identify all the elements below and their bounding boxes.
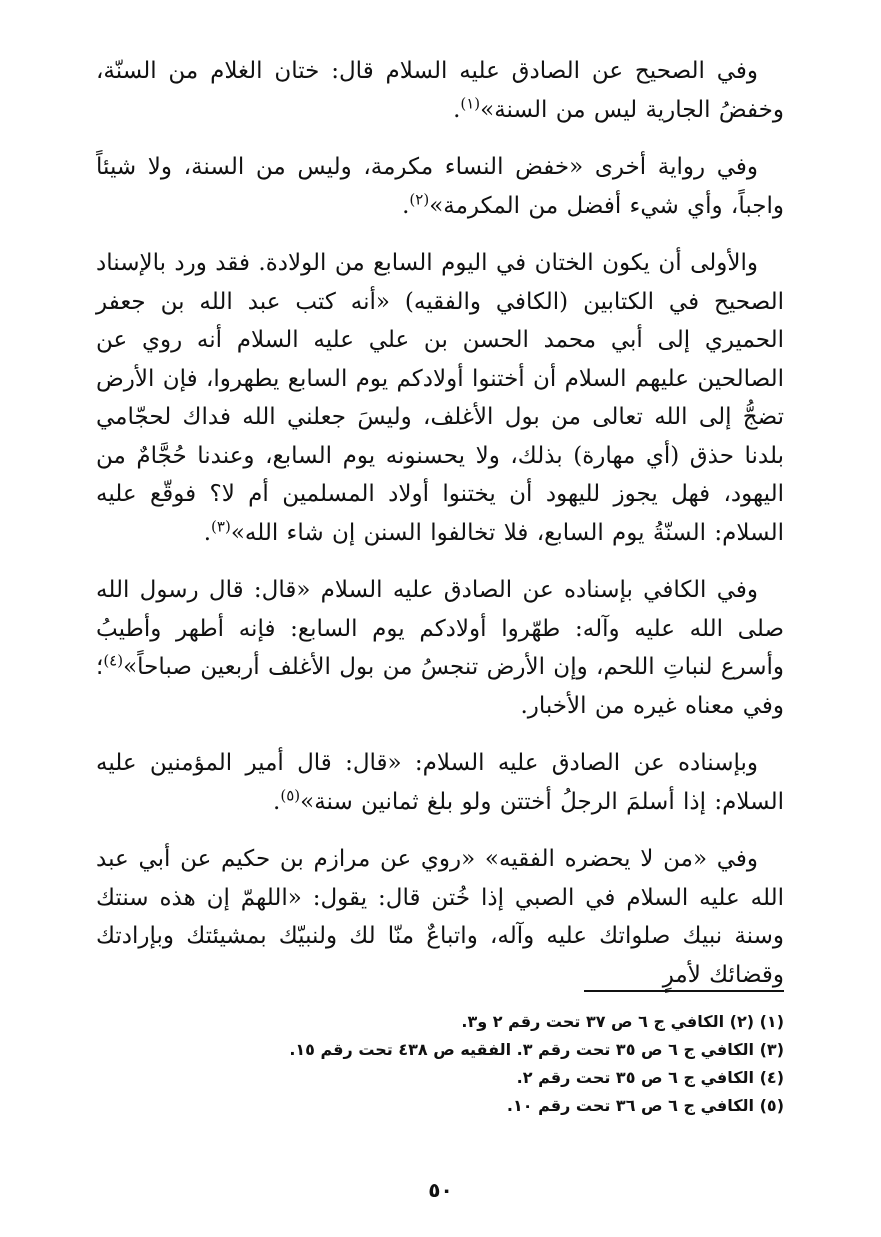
footnote-5: (٥) الكافي ج ٦ ص ٣٦ تحت رقم ١٠. (506, 1096, 784, 1115)
page-body (96, 52, 784, 1013)
footnote-reference: (٢) (409, 189, 430, 208)
paragraph-tail: . (203, 519, 212, 546)
footnote-reference: (٤) (103, 651, 124, 670)
paragraph-4 (96, 571, 784, 725)
footnote-separator (584, 990, 784, 992)
footnote-4: (٤) الكافي ج ٦ ص ٣٥ تحت رقم ٢. (516, 1068, 784, 1087)
paragraph-text: وفي رواية أخرى «خفض النساء مكرمة، وليس من السنة، ولا شيئاً واجباً، وأي شيء أفضل من المكرمة» (96, 154, 784, 219)
paragraph-tail: . (273, 788, 281, 815)
paragraph-6 (96, 840, 784, 994)
footnote-reference: (٥) (280, 785, 301, 804)
footnotes (164, 1008, 784, 1120)
paragraph-text: والأولى أن يكون الختان في اليوم السابع من الولادة. فقد ورد بالإسناد الصحيح في الكتابين (الكافي والفقيه) «أنه كتب عبد الله بن جعفر الحميري إلى أبي محمد الحسن بن علي عليه السلام أنه روي عن الصالحين عليهم السلام أن أختنوا أولادكم يوم السابع يطهروا، فإن الأرض تضجُّ إلى الله تعالى من بول الأغلف، وليسَ جعلني الله فداك لحجّامي بلدنا حذق (أي مهارة) بذلك، ولا يحسنونه يوم السابع، وعندنا حُجَّامٌ من اليهود، فهل يجوز لليهود أن يختنوا أولاد المسلمين أم لا؟ فوقّع عليه السلام: السنّةُ يوم السابع، فلا تخالفوا السنن إن شاء الله» (96, 250, 784, 546)
paragraph-text: وفي «من لا يحضره الفقيه» «روي عن مرازم بن حكيم عن أبي عبد الله عليه السلام في الصبي إذا خُتن قال: يقول: «اللهمّ إن هذه سنتك وسنة نبيك صلواتك عليه وآله، واتباعٌ منّا لك ولنبيّك بمشيئتك وبإرادتك وقضائك لأمرٍ (96, 846, 784, 988)
paragraph-text: وفي الصحيح عن الصادق عليه السلام قال: ختان الغلام من السنّة، وخفضُ الجارية ليس من السنة» (96, 58, 784, 123)
footnote-3: (٣) الكافي ج ٦ ص ٣٥ تحت رقم ٣. الفقيه ص ٤٣٨ تحت رقم ١٥. (289, 1040, 784, 1059)
paragraph-tail: ؛ وفي معناه غيره من الأخبار. (96, 654, 784, 719)
paragraph-tail: . (453, 96, 461, 123)
paragraph-5 (96, 744, 784, 821)
paragraph-2 (96, 148, 784, 225)
footnote-reference: (١) (460, 93, 481, 112)
paragraph-text: وفي الكافي بإسناده عن الصادق عليه السلام «قال: قال رسول الله صلى الله عليه وآله: طهّروا أولادكم يوم السابع: فإنه أطهر وأطيبُ وأسرع لنباتِ اللحم، وإن الأرض تنجسُ من بول الأغلف أربعين صباحاً» (96, 577, 784, 680)
paragraph-3 (96, 244, 784, 552)
paragraph-1 (96, 52, 784, 129)
page-number: ٥٠ (428, 1178, 453, 1202)
paragraph-tail: . (402, 192, 410, 219)
footnote-reference: (٣) (211, 516, 231, 535)
footnote-1: (١) (٢) الكافي ج ٦ ص ٣٧ تحت رقم ٢ و٣. (461, 1012, 784, 1031)
paragraph-text: وبإسناده عن الصادق عليه السلام: «قال: قال أمير المؤمنين عليه السلام: إذا أسلمَ الرجلُ أختتن ولو بلغ ثمانين سنة» (96, 750, 784, 815)
